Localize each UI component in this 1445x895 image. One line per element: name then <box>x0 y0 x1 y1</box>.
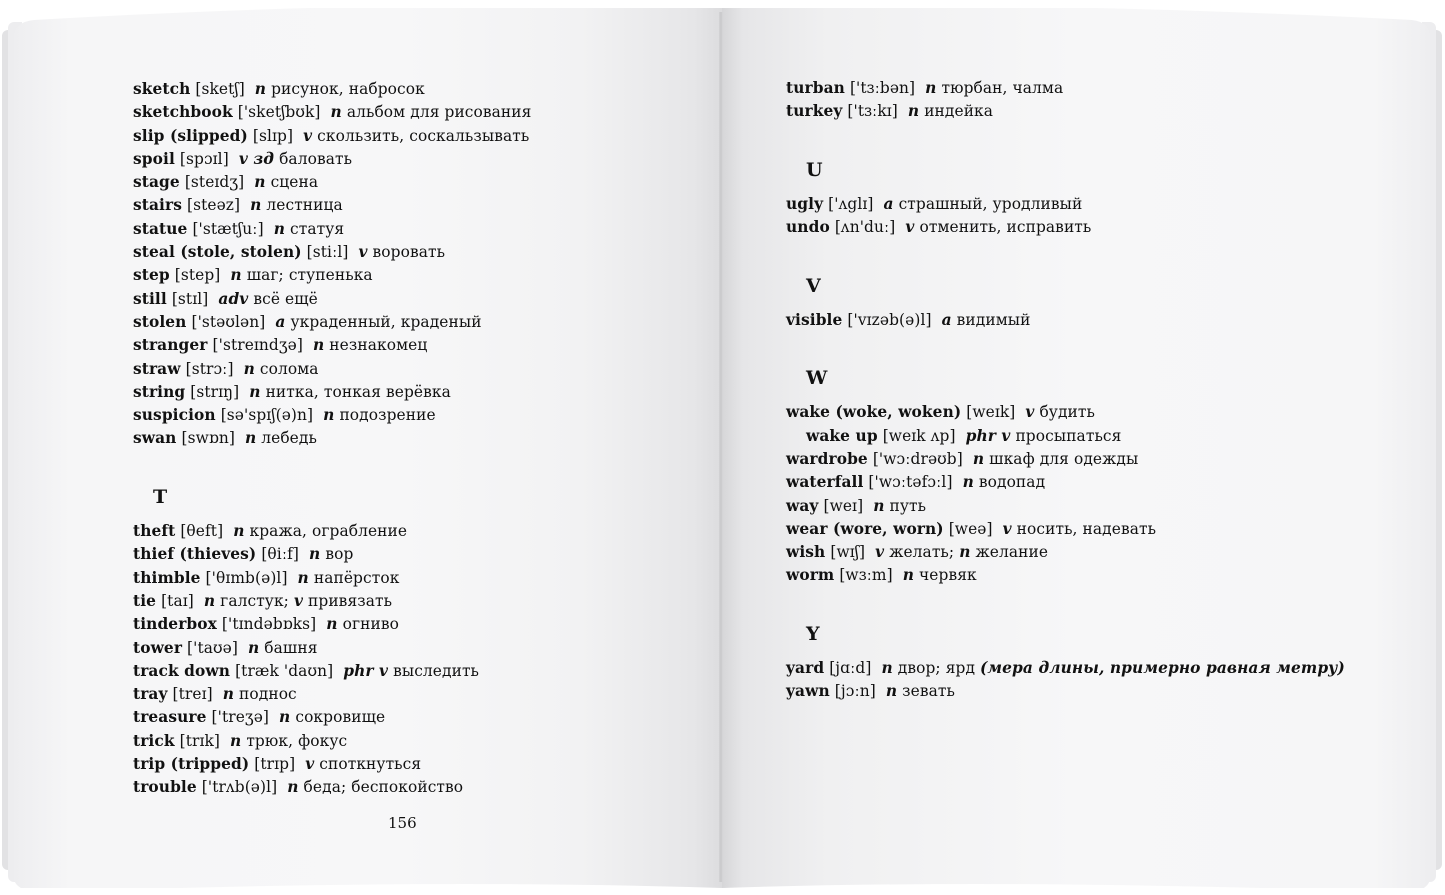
dictionary-entry <box>133 288 573 311</box>
headword: step <box>133 266 170 285</box>
dictionary-entry <box>133 171 573 194</box>
translation: двор; ярд <box>897 659 976 678</box>
transcription: [sə'spɪʃ(ə)n] <box>220 406 314 425</box>
headword: wish <box>786 543 826 562</box>
transcription: [sketʃ] <box>195 80 245 98</box>
dictionary-entry <box>133 194 573 217</box>
transcription: [weə] <box>948 519 993 538</box>
dictionary-entry <box>133 683 573 706</box>
translation: носить, надевать <box>1016 519 1157 538</box>
transcription: ['sketʃbʊk] <box>237 103 321 122</box>
dictionary-entry <box>133 776 573 799</box>
headword: wake up <box>806 426 878 445</box>
transcription: ['trʌb(ə)l] <box>201 778 278 797</box>
translation: нитка, тонкая верёвка <box>265 382 451 401</box>
section-spacer <box>786 332 1346 355</box>
part-of-speech: n <box>313 336 325 355</box>
headword: trip (tripped) <box>133 755 250 774</box>
dictionary-entry <box>133 264 573 287</box>
translation: путь <box>889 496 927 515</box>
letter-heading: U <box>806 158 823 181</box>
dictionary-entry <box>133 78 573 101</box>
part-of-speech: n <box>885 682 898 701</box>
transcription: [weɪk] <box>966 403 1016 422</box>
transcription: [wɜːm] <box>839 566 893 585</box>
headword: trouble <box>133 778 197 797</box>
headword: straw <box>133 359 181 378</box>
translation: кража, ограбление <box>249 522 408 541</box>
headword: sketch <box>133 80 191 98</box>
section-spacer <box>786 124 1346 147</box>
translation: воровать <box>372 243 446 262</box>
dictionary-entry <box>133 101 573 124</box>
translation: шкаф для одежды <box>989 449 1139 468</box>
translation: напёрсток <box>313 568 400 587</box>
headword: steal (stole, stolen) <box>133 243 302 262</box>
headword: tray <box>133 685 168 704</box>
headword: spoil <box>133 149 175 168</box>
transcription: ['stəʊlən] <box>191 312 266 331</box>
transcription: [wɪʃ] <box>830 543 866 562</box>
translation: желание <box>975 543 1049 562</box>
dictionary-entry <box>786 657 1346 680</box>
translation: поднос <box>239 685 297 704</box>
part-of-speech: n <box>326 615 338 634</box>
dictionary-entry <box>133 567 573 590</box>
dictionary-entry <box>133 381 573 404</box>
dictionary-entry <box>133 613 573 636</box>
letter-heading: T <box>153 486 168 509</box>
translation: выследить <box>393 661 480 680</box>
translation: трюк, фокус <box>246 731 348 750</box>
headword: undo <box>786 218 830 237</box>
translation: отменить, исправить <box>919 218 1092 237</box>
headword: tower <box>133 638 183 657</box>
page-number: 156 <box>388 814 417 832</box>
headword: ugly <box>786 194 824 213</box>
headword: still <box>133 289 167 308</box>
transcription: [slɪp] <box>252 126 294 145</box>
part-of-speech: n <box>273 219 285 238</box>
dictionary-entry <box>133 148 573 171</box>
headword: sketchbook <box>133 103 233 122</box>
headword: swan <box>133 429 177 448</box>
translation: статуя <box>289 219 345 238</box>
headword: slip (slipped) <box>133 126 248 145</box>
translation: привязать <box>308 591 393 610</box>
transcription: [taɪ] <box>161 591 194 610</box>
translation: лебедь <box>261 429 317 448</box>
transcription: ['wɔːdrəʊb] <box>872 449 963 468</box>
part-of-speech: v <box>905 218 915 237</box>
headword: treasure <box>133 708 207 727</box>
part-of-speech: v зд <box>238 149 275 168</box>
transcription: ['wɔːtəfɔːl] <box>868 473 953 492</box>
transcription: [steəz] <box>186 196 241 215</box>
part-of-speech: a <box>883 194 894 213</box>
dictionary-entry <box>133 660 573 683</box>
translation: скользить, соскальзывать <box>317 126 530 145</box>
part-of-speech: n <box>881 659 893 678</box>
translation: споткнуться <box>319 755 422 774</box>
translation: просыпаться <box>1015 426 1122 445</box>
part-of-speech: n <box>243 359 255 378</box>
headword: waterfall <box>786 473 864 492</box>
translation: беда; беспокойство <box>303 778 464 797</box>
headword: yard <box>786 659 825 678</box>
part-of-speech: v <box>293 591 304 610</box>
translation: незнакомец <box>329 336 428 355</box>
transcription: [stiːl] <box>306 243 349 262</box>
part-of-speech: n <box>230 731 242 750</box>
dictionary-entry <box>786 471 1346 494</box>
usage-note: (мера длины, примерно равная метру) <box>980 659 1345 678</box>
translation: рисунок, набросок <box>271 80 425 98</box>
transcription: ['tɜːkɪ] <box>847 102 898 121</box>
transcription: [step] <box>174 266 221 285</box>
transcription: [weɪ] <box>823 496 864 515</box>
dictionary-entry <box>133 706 573 729</box>
dictionary-entry <box>786 495 1346 518</box>
transcription: [jɔːn] <box>834 682 876 701</box>
transcription: ['tɪndəbɒks] <box>221 615 317 634</box>
headword: stairs <box>133 196 182 215</box>
headword: yawn <box>786 682 830 701</box>
part-of-speech: a <box>275 312 286 331</box>
transcription: ['tɜːbən] <box>849 79 916 97</box>
translation: индейка <box>924 102 994 121</box>
part-of-speech: v <box>303 126 313 145</box>
headword: statue <box>133 219 188 238</box>
part-of-speech: n <box>323 406 335 425</box>
part-of-speech: n <box>233 522 245 541</box>
dictionary-entry <box>133 241 573 264</box>
transcription: [swɒn] <box>181 429 235 448</box>
dictionary-entry <box>133 334 573 357</box>
dictionary-entry <box>786 193 1346 216</box>
part-of-speech: n <box>247 638 260 657</box>
dictionary-entry <box>133 520 573 543</box>
letter-heading: W <box>806 367 828 390</box>
part-of-speech: n <box>972 449 985 468</box>
headword: thimble <box>133 568 201 587</box>
transcription: ['taʊə] <box>187 638 238 657</box>
transcription: ['θɪmb(ə)l] <box>205 568 288 587</box>
headword: stranger <box>133 336 208 355</box>
part-of-speech: n <box>249 382 261 401</box>
translation: тюрбан, чалма <box>941 79 1064 97</box>
part-of-speech: n <box>222 685 235 704</box>
part-of-speech: n <box>907 102 920 121</box>
translation: альбом для рисования <box>346 103 532 122</box>
dictionary-entry <box>786 309 1346 332</box>
translation: подозрение <box>339 406 436 425</box>
translation: видимый <box>956 310 1031 329</box>
book-gutter <box>719 12 723 882</box>
dictionary-entry <box>786 448 1346 471</box>
part-of-speech: v <box>875 543 885 562</box>
transcription: [trɪk] <box>179 731 221 750</box>
transcription: ['treʒə] <box>211 708 270 727</box>
transcription: [treɪ] <box>172 685 213 704</box>
headword: stage <box>133 173 180 192</box>
transcription: ['streɪndʒə] <box>212 336 303 355</box>
headword: wear (wore, worn) <box>786 519 944 538</box>
part-of-speech: n <box>254 80 267 98</box>
part-of-speech: n <box>959 543 971 562</box>
transcription: [stɪl] <box>171 289 209 308</box>
transcription: ['vɪzəb(ə)l] <box>847 310 932 329</box>
part-of-speech: n <box>203 591 216 610</box>
part-of-speech: n <box>244 429 257 448</box>
part-of-speech: n <box>309 545 321 564</box>
part-of-speech: v <box>1002 519 1012 538</box>
headword: thief (thieves) <box>133 545 257 564</box>
headword: suspicion <box>133 406 216 425</box>
transcription: [ʌn'duː] <box>834 218 896 237</box>
dictionary-entry <box>133 753 573 776</box>
part-of-speech: phr v <box>965 426 1011 445</box>
translation: баловать <box>279 149 353 168</box>
section-spacer <box>786 239 1346 262</box>
dictionary-entry <box>133 590 573 613</box>
headword: way <box>786 496 819 515</box>
translation: башня <box>264 638 318 657</box>
transcription: [jɑːd] <box>829 659 872 678</box>
headword: wardrobe <box>786 449 868 468</box>
translation: страшный, уродливый <box>898 194 1083 213</box>
part-of-speech: phr v <box>343 661 389 680</box>
translation: червяк <box>919 566 977 585</box>
translation: вор <box>325 545 354 564</box>
dictionary-entry <box>133 404 573 427</box>
part-of-speech: n <box>230 266 242 285</box>
headword: turkey <box>786 102 843 121</box>
headword: wake (woke, woken) <box>786 403 962 422</box>
dictionary-entry <box>133 730 573 753</box>
headword: turban <box>786 79 845 97</box>
transcription: [θiːf] <box>261 545 300 564</box>
part-of-speech: n <box>873 496 885 515</box>
transcription: [steɪdʒ] <box>184 173 245 192</box>
translation: зевать <box>902 682 956 701</box>
translation: лестница <box>266 196 343 215</box>
translation: солома <box>259 359 319 378</box>
headword: track down <box>133 661 231 680</box>
headword: string <box>133 382 186 401</box>
headword: tinderbox <box>133 615 217 634</box>
section-spacer <box>133 451 573 474</box>
translation: сцена <box>270 173 319 192</box>
dictionary-entry <box>786 680 1346 703</box>
transcription: ['stætʃuː] <box>192 219 264 238</box>
part-of-speech: n <box>925 79 937 97</box>
translation: всё ещё <box>253 289 318 308</box>
dictionary-entry <box>133 218 573 241</box>
part-of-speech: n <box>902 566 915 585</box>
dictionary-entry <box>133 358 573 381</box>
dictionary-entry <box>786 564 1346 587</box>
dictionary-entry <box>786 425 1346 448</box>
dictionary-entry <box>786 77 1346 100</box>
transcription: [θeft] <box>180 522 224 541</box>
translation: водопад <box>978 473 1046 492</box>
translation: желать; <box>889 543 955 562</box>
transcription: [weɪk ʌp] <box>882 426 956 445</box>
translation: галстук; <box>220 591 289 610</box>
part-of-speech: n <box>287 778 299 797</box>
dictionary-entry <box>133 427 573 450</box>
translation: будить <box>1039 403 1095 422</box>
translation: украденный, краденый <box>290 312 482 331</box>
dictionary-entry <box>786 518 1346 541</box>
dictionary-entry <box>786 401 1346 424</box>
transcription: [strɪŋ] <box>190 382 240 401</box>
transcription: [træk 'daʊn] <box>235 661 334 680</box>
part-of-speech: n <box>250 196 262 215</box>
dictionary-entry <box>133 637 573 660</box>
left-page-column <box>133 78 573 800</box>
dictionary-entry <box>786 541 1346 564</box>
part-of-speech: n <box>254 173 266 192</box>
part-of-speech: v <box>1025 403 1035 422</box>
headword: tie <box>133 591 157 610</box>
headword: visible <box>786 310 843 329</box>
dictionary-entry <box>133 311 573 334</box>
transcription: [spɔɪl] <box>179 149 229 168</box>
headword: worm <box>786 566 835 585</box>
letter-heading: V <box>806 274 821 297</box>
transcription: ['ʌglɪ] <box>828 194 874 213</box>
right-page-column <box>786 77 1346 704</box>
part-of-speech: v <box>358 243 368 262</box>
dictionary-entry <box>133 543 573 566</box>
dictionary-entry <box>133 125 573 148</box>
translation: сокровище <box>295 708 386 727</box>
dictionary-entry <box>786 100 1346 123</box>
part-of-speech: v <box>305 755 315 774</box>
translation: огниво <box>342 615 399 634</box>
section-spacer <box>786 588 1346 611</box>
part-of-speech: a <box>941 310 952 329</box>
part-of-speech: n <box>297 568 309 587</box>
transcription: [strɔː] <box>185 359 234 378</box>
headword: trick <box>133 731 175 750</box>
headword: theft <box>133 522 176 541</box>
part-of-speech: n <box>962 473 974 492</box>
part-of-speech: adv <box>218 289 249 308</box>
transcription: [trɪp] <box>254 755 296 774</box>
headword: stolen <box>133 312 187 331</box>
part-of-speech: n <box>279 708 291 727</box>
dictionary-entry <box>786 216 1346 239</box>
translation: шаг; ступенька <box>246 266 373 285</box>
part-of-speech: n <box>330 103 342 122</box>
letter-heading: Y <box>806 623 820 646</box>
